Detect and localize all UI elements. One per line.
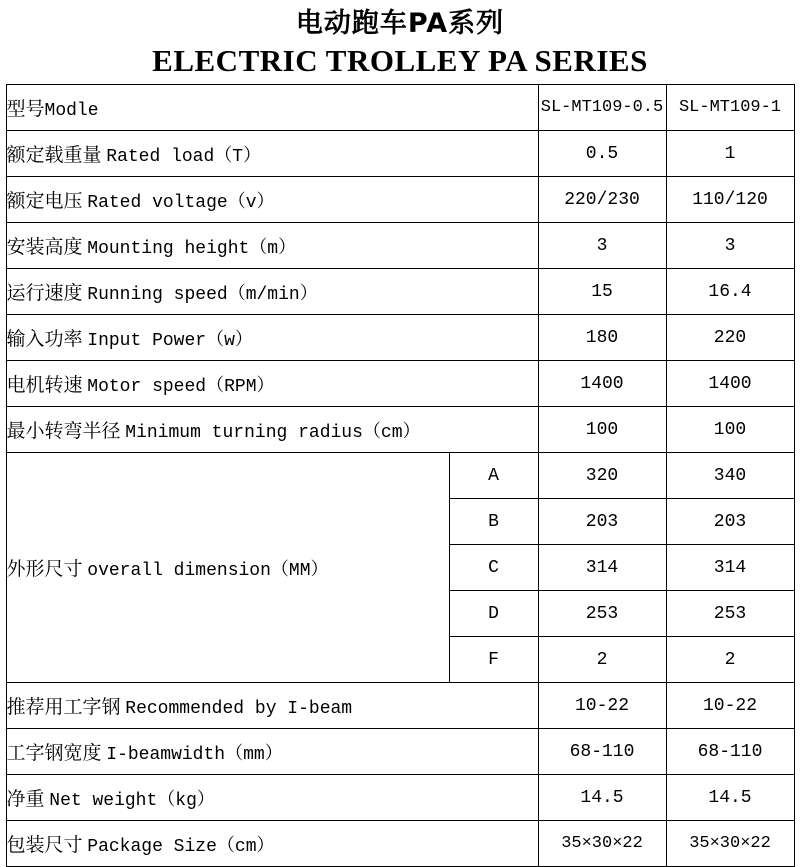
table-header-row bbox=[6, 85, 794, 131]
dimension-value-2: 253 bbox=[666, 591, 794, 637]
header-label-cn: 型号 bbox=[6, 98, 45, 120]
row-value-2: 1400 bbox=[666, 361, 794, 407]
row-label-cell bbox=[6, 315, 538, 361]
row-value-2: 16.4 bbox=[666, 269, 794, 315]
row-label-cell bbox=[6, 177, 538, 223]
row-label-cell bbox=[6, 407, 538, 453]
row-value-1: 0.5 bbox=[538, 131, 666, 177]
dimension-key: A bbox=[449, 453, 538, 499]
row-label-cn: 安装高度 bbox=[6, 236, 83, 258]
row-label-cn: 电机转速 bbox=[6, 374, 83, 396]
row-value-1: 1400 bbox=[538, 361, 666, 407]
row-label-cn: 额定载重量 bbox=[6, 144, 102, 166]
specifications-table bbox=[6, 84, 795, 867]
table-row bbox=[6, 131, 794, 177]
dimension-value-1: 320 bbox=[538, 453, 666, 499]
row-label-cell bbox=[6, 683, 538, 729]
row-label-cn: 输入功率 bbox=[6, 328, 83, 350]
row-label-cn: 额定电压 bbox=[6, 190, 83, 212]
row-label-en: Input Power（w） bbox=[87, 331, 253, 351]
row-value-1: 68-110 bbox=[538, 729, 666, 775]
header-model-1: SL-MT109-0.5 bbox=[538, 85, 666, 131]
row-label-cn: 运行速度 bbox=[6, 282, 83, 304]
header-model-2: SL-MT109-1 bbox=[666, 85, 794, 131]
row-label-cn: 推荐用工字钢 bbox=[6, 696, 121, 718]
dimension-value-2: 203 bbox=[666, 499, 794, 545]
dimension-key: C bbox=[449, 545, 538, 591]
dimension-label-en: overall dimension（MM） bbox=[87, 561, 329, 581]
row-label-en: Mounting height（m） bbox=[87, 239, 297, 259]
dimension-label-cn: 外形尺寸 bbox=[6, 558, 83, 580]
row-label-en: Rated load（T） bbox=[106, 147, 262, 167]
row-value-2: 14.5 bbox=[666, 775, 794, 821]
row-value-1: 220/230 bbox=[538, 177, 666, 223]
table-row bbox=[6, 315, 794, 361]
table-row bbox=[6, 775, 794, 821]
page-title-english: ELECTRIC TROLLEY PA SERIES bbox=[152, 43, 648, 78]
row-label-en: Running speed（m/min） bbox=[87, 285, 318, 305]
row-label-en: Net weight（kg） bbox=[49, 791, 215, 811]
row-label-en: Minimum turning radius（cm） bbox=[125, 423, 421, 443]
row-value-1: 10-22 bbox=[538, 683, 666, 729]
row-label-en: Motor speed（RPM） bbox=[87, 377, 275, 397]
header-label-cell bbox=[6, 85, 538, 131]
row-value-2: 68-110 bbox=[666, 729, 794, 775]
page-title-chinese: 电动跑车PA系列 bbox=[295, 8, 505, 39]
dimension-value-1: 314 bbox=[538, 545, 666, 591]
row-value-2: 3 bbox=[666, 223, 794, 269]
dimension-value-2: 314 bbox=[666, 545, 794, 591]
row-value-1: 35×30×22 bbox=[538, 821, 666, 867]
table-row bbox=[6, 177, 794, 223]
row-label-cell bbox=[6, 729, 538, 775]
dimension-key: B bbox=[449, 499, 538, 545]
table-row bbox=[6, 361, 794, 407]
dimension-value-1: 2 bbox=[538, 637, 666, 683]
row-label-cell bbox=[6, 775, 538, 821]
dimension-row bbox=[6, 453, 794, 499]
row-value-1: 180 bbox=[538, 315, 666, 361]
row-value-2: 220 bbox=[666, 315, 794, 361]
dimension-label-cell bbox=[6, 453, 449, 683]
row-label-cn: 净重 bbox=[6, 788, 45, 810]
row-value-2: 1 bbox=[666, 131, 794, 177]
row-label-en: Recommended by I-beam bbox=[125, 699, 353, 719]
row-label-en: Package Size（cm） bbox=[87, 837, 275, 857]
row-value-1: 14.5 bbox=[538, 775, 666, 821]
row-value-1: 3 bbox=[538, 223, 666, 269]
dimension-value-2: 2 bbox=[666, 637, 794, 683]
row-label-en: Rated voltage（v） bbox=[87, 193, 275, 213]
header-label-en: Modle bbox=[44, 101, 99, 121]
row-label-cell bbox=[6, 131, 538, 177]
row-value-2: 110/120 bbox=[666, 177, 794, 223]
row-value-1: 100 bbox=[538, 407, 666, 453]
dimension-value-1: 203 bbox=[538, 499, 666, 545]
title-block bbox=[0, 0, 800, 84]
table-row bbox=[6, 223, 794, 269]
row-label-en: I-beamwidth（mm） bbox=[106, 745, 283, 765]
dimension-value-1: 253 bbox=[538, 591, 666, 637]
table-row bbox=[6, 683, 794, 729]
row-value-2: 10-22 bbox=[666, 683, 794, 729]
row-value-2: 100 bbox=[666, 407, 794, 453]
table-row bbox=[6, 407, 794, 453]
row-label-cn: 最小转弯半径 bbox=[6, 420, 121, 442]
table-row bbox=[6, 269, 794, 315]
table-row bbox=[6, 729, 794, 775]
row-label-cn: 工字钢宽度 bbox=[6, 742, 102, 764]
dimension-value-2: 340 bbox=[666, 453, 794, 499]
row-label-cell bbox=[6, 361, 538, 407]
row-label-cn: 包装尺寸 bbox=[6, 834, 83, 856]
dimension-key: D bbox=[449, 591, 538, 637]
row-label-cell bbox=[6, 223, 538, 269]
row-value-2: 35×30×22 bbox=[666, 821, 794, 867]
row-label-cell bbox=[6, 269, 538, 315]
row-value-1: 15 bbox=[538, 269, 666, 315]
dimension-key: F bbox=[449, 637, 538, 683]
